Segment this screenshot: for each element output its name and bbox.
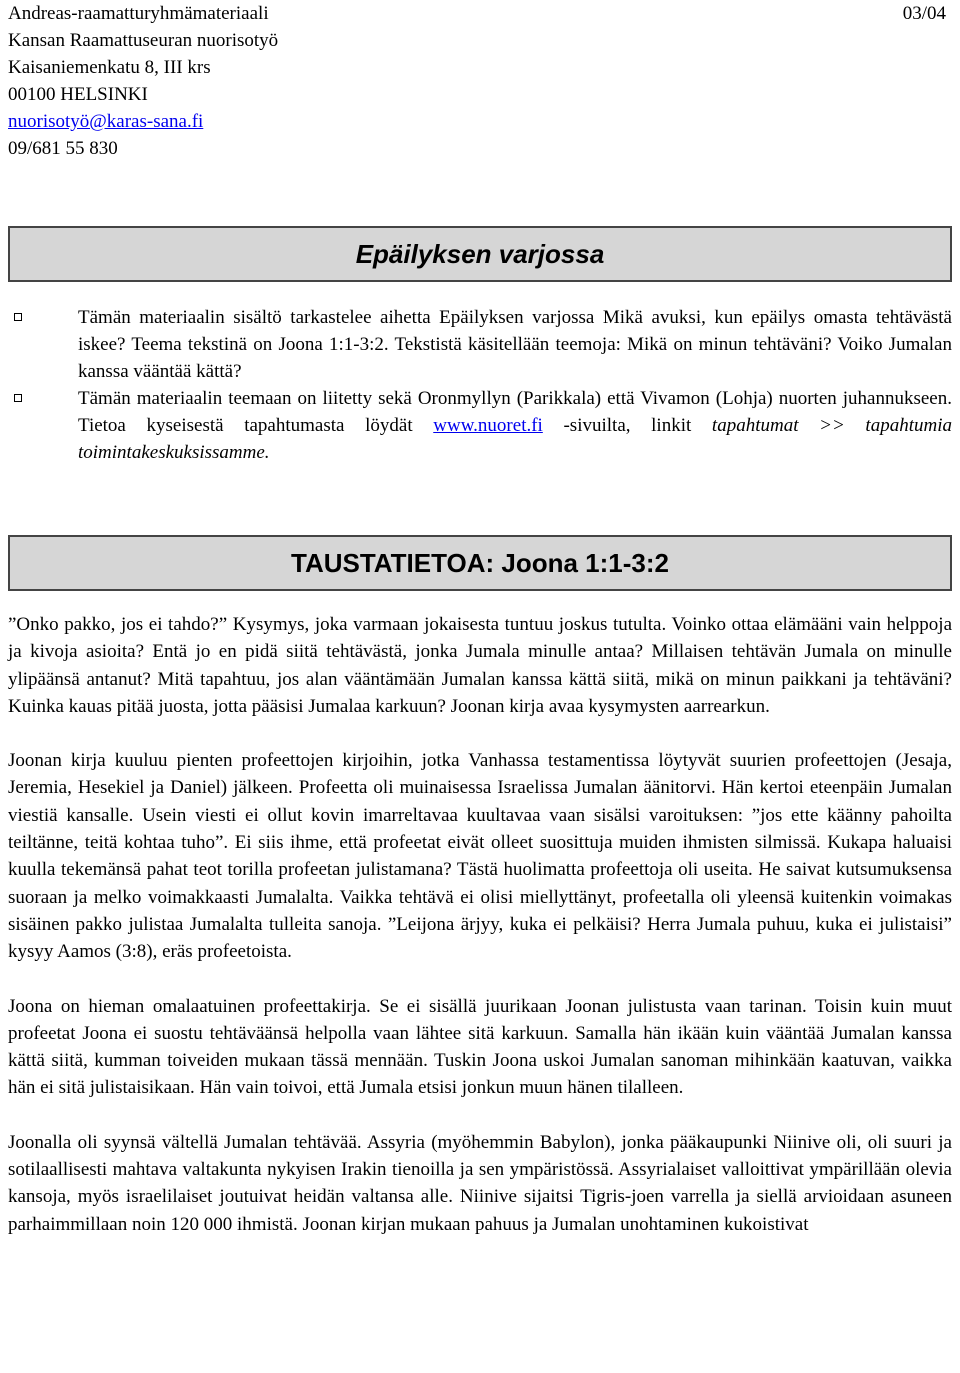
list-item	[8, 385, 952, 466]
header-date: 03/04	[902, 3, 946, 24]
list-item	[8, 304, 952, 385]
bullet-text: Tämän materiaalin sisältö tarkastelee aihetta Epäilyksen varjossa Mikä avuksi, kun epäilys omasta tehtävästä iskee? Teema tekstinä on Joona 1:1-3:2. Tekstistä käsitellään teemoja: Mikä on minun tehtäväni? Voiko Jumalan kanssa vääntää kättä?	[78, 307, 952, 382]
header-phone: 09/681 55 830	[8, 138, 118, 159]
checkbox-bullet-icon	[14, 394, 22, 402]
nuoret-link[interactable]: www.nuoret.fi	[433, 415, 543, 436]
bullet-list	[8, 304, 952, 466]
header-top-line	[8, 0, 952, 27]
header-street: Kaisaniemenkatu 8, III krs	[8, 57, 211, 78]
header-org-line: Andreas-raamatturyhmämateriaali	[8, 3, 269, 24]
header-org-name: Kansan Raamattuseuran nuorisotyö	[8, 30, 279, 51]
bullet-text-after: -sivuilta, linkit	[542, 415, 712, 436]
header-email-link[interactable]: nuorisotyö@karas-sana.fi	[8, 111, 204, 132]
section-title: TAUSTATIETOA: Joona 1:1-3:2	[8, 535, 952, 591]
paragraph: Joona on hieman omalaatuinen profeettakirja. Se ei sisällä juurikaan Joonan julistusta vaan tarinan. Toisin kuin muut profeetat Joona ei suostu tehtäväänsä helpolla vaan lähtee sitä karkuun. Samalla hän ikään kuin vääntää Jumalan kanssa kättä siitä, kumman toiveiden mukaan tässä mennään. Tuskin Joona uskoi Jumalan sanoman mihinkään kaatuvan, vaikka hän ei sitä julistaisikaan. Hän vain toivoi, että Jumala etsisi jonkun muun hänen tilalleen.	[8, 995, 952, 1099]
bullet-italic-path: tapahtumat >> tapahtumia toimintakeskuksissamme.	[78, 415, 952, 463]
checkbox-bullet-icon	[14, 313, 22, 321]
body-text	[8, 611, 952, 1265]
paragraph: Joonan kirja kuuluu pienten profeettojen kirjoihin, jotka Vanhassa testamentissa löytyvät suurien profeettojen (Jesaja, Jeremia, Hesekiel ja Daniel) jälkeen. Profeetta oli muinaisessa Israelissa Jumalan äänitorvi. Hän kertoi eteenpäin Jumalan viestiä kansalle. Usein viesti ei ollut kovin imarreltavaa kuultavaa vaan sisälsi varoituksen: ”jos ette käänny pahoilta teiltänne, teitä kohtaa tuho”. Ei siis ihme, että profeetat eivät olleet suosittuja muiden ihmisten silmissä. Kukapa haluaisi kuulla tekemänsä pahat teot torilla profeetan julistamana? Tästä huolimatta profeettoja oli useita. He saivat kutsumuksensa suoraan ja melko voimakkaasti Jumalalta. Vaikka tehtävä ei olisi miellyttänyt, profeetalla oli yleensä kuitenkin voimakas sisäinen pakko julistaa Jumalalta tulleita sanoja. ”Leijona ärjyy, kuka ei pelkäisi? Herra Jumala puhuu, kuka ei julistaisi” kysyy Aamos (3:8), eräs profeetoista.	[8, 750, 952, 963]
header-city: 00100 HELSINKI	[8, 84, 148, 105]
paragraph: ”Onko pakko, jos ei tahdo?” Kysymys, joka varmaan jokaisesta tuntuu joskus tutulta. Voinko ottaa elämääni vain helppoja ja kivoja asioita? Entä jo en pidä siitä tehtävästä, jonka Jumala minulle antaa? Millaisen tehtävän Jumala on minulle ylipäänsä antanut? Mitä tapahtuu, jos alan vääntämään Jumalan kanssa kättä siitä, mikä on minun paikkani ja tehtäväni? Kuinka kauas pitää juosta, jotta pääsisi Jumalaa karkuun? Joonan kirja avaa kysymysten aarrearkun.	[8, 614, 952, 717]
document-title: Epäilyksen varjossa	[8, 226, 952, 282]
bullet-text: Tämän materiaalin teemaan on liitetty sekä Oronmyllyn (Parikkala) että Vivamon (Lohja) nuorten juhannukseen. Tietoa kyseisestä tapahtumasta löydät	[78, 388, 952, 436]
paragraph: Joonalla oli syynsä vältellä Jumalan tehtävää. Assyria (myöhemmin Babylon), jonka pääkaupunki Niinive oli, oli suuri ja sotilaallisesti mahtava valtakunta nykyisen Irakin tienoilla ja sen ympäristössä. Assyrialaiset valloittivat ympärillään olevia kansoja, myös israelilaiset joutuivat heidän valtansa alle. Niinive sijaitsi Tigris-joen varrella ja siellä arvioidaan asuneen parhaimmillaan noin 120 000 ihmistä. Joonan kirjan mukaan pahuus ja Jumalan unohtaminen kukoistivat	[8, 1131, 952, 1235]
